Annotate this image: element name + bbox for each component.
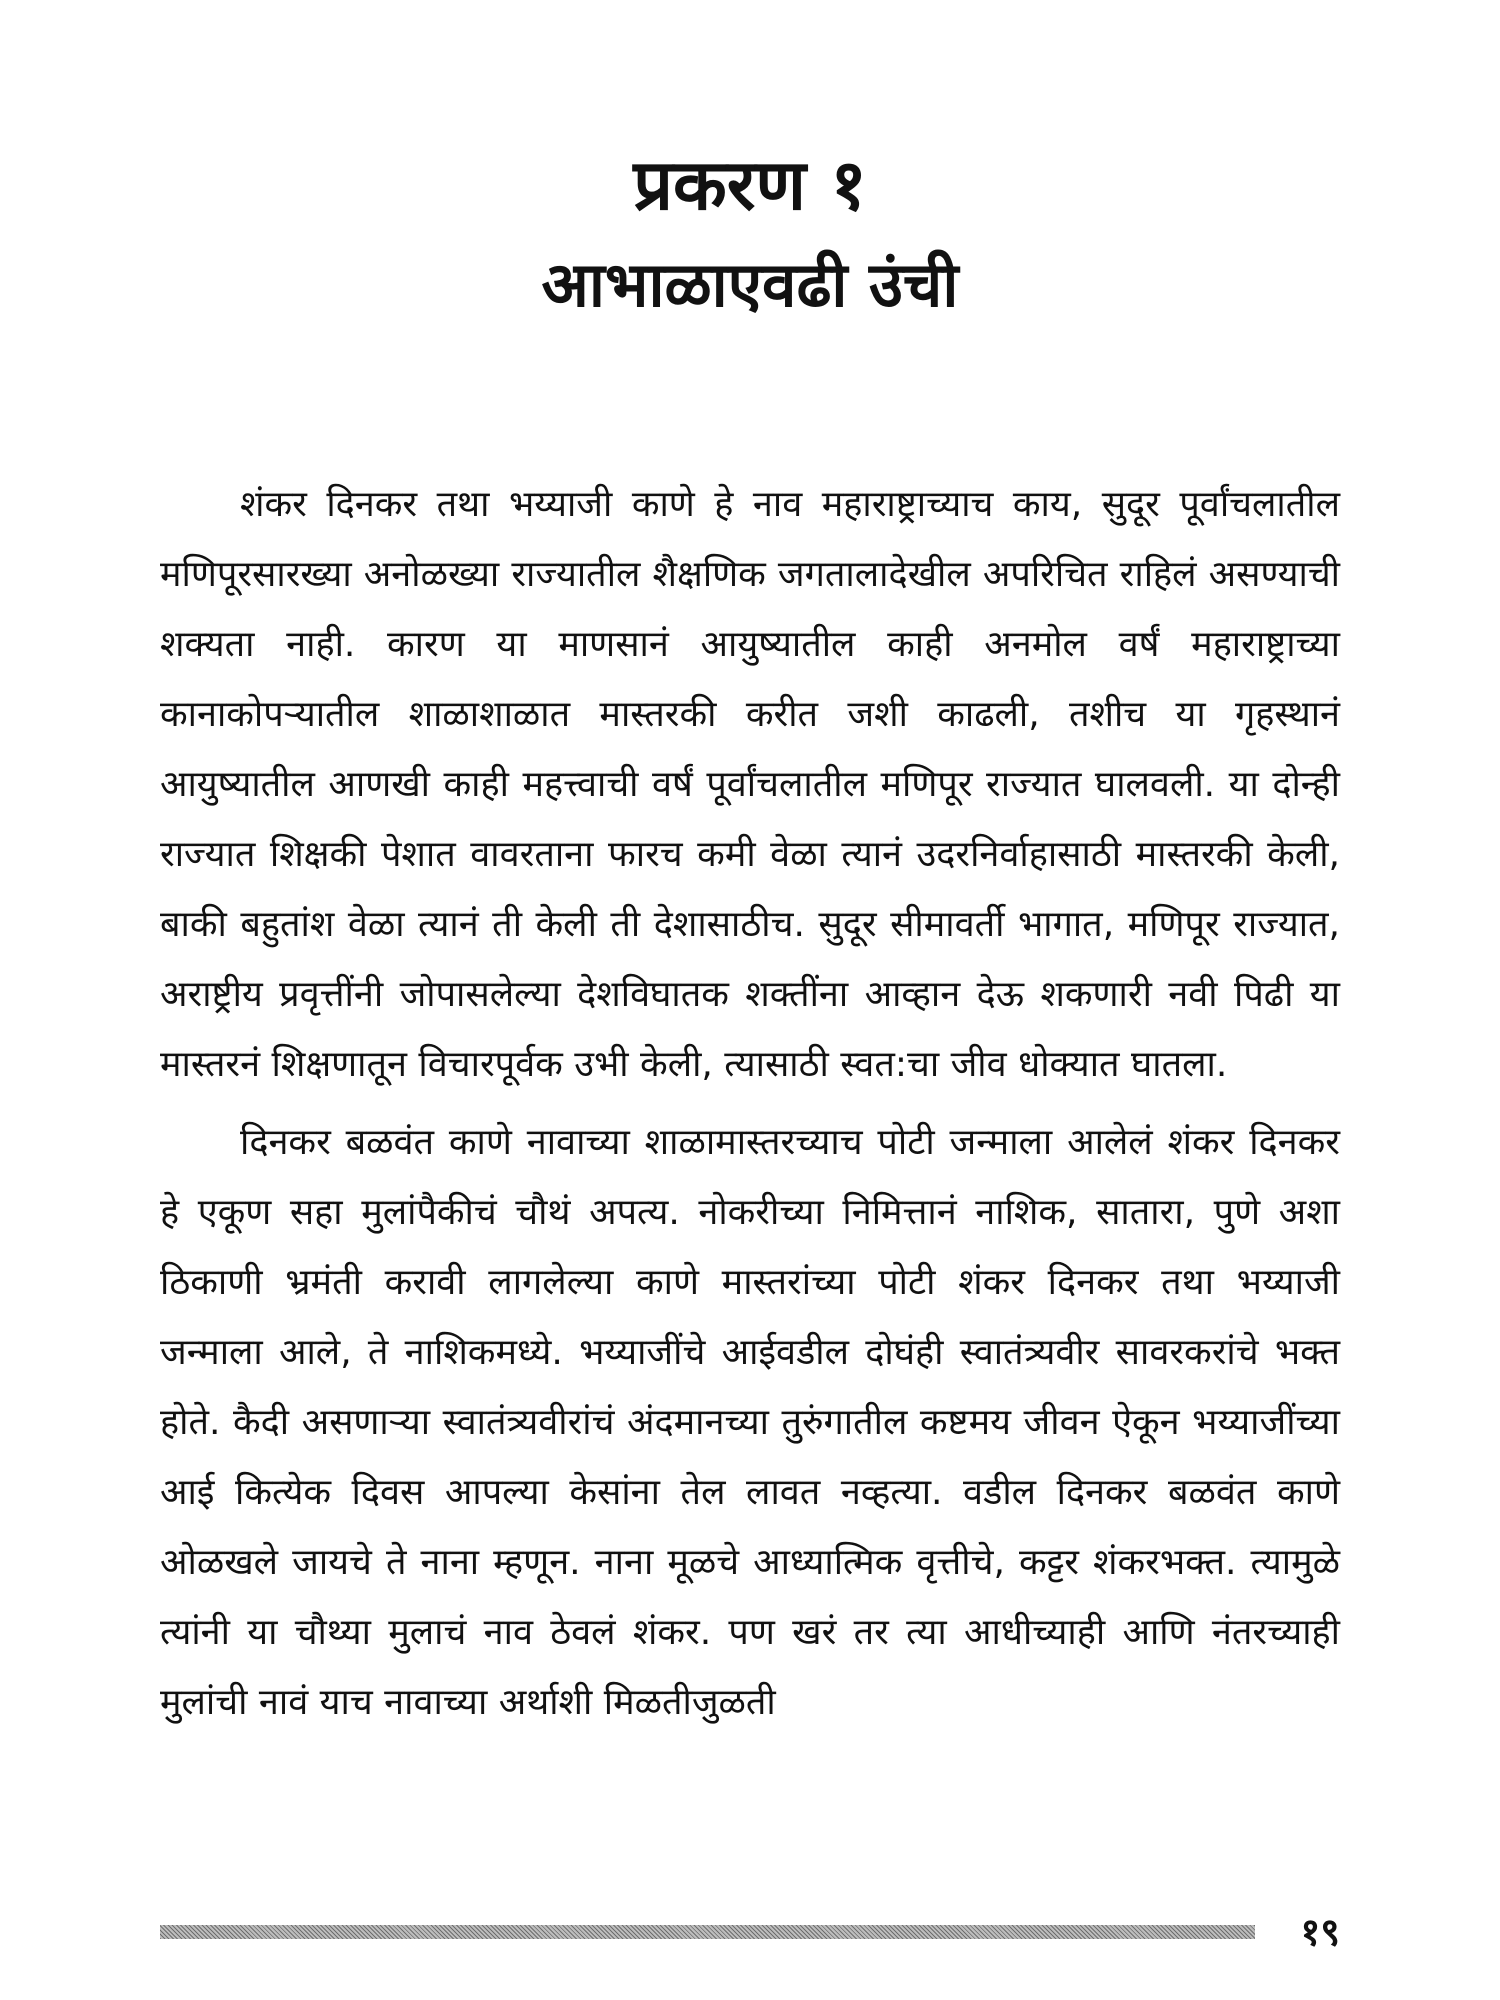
paragraph-2: दिनकर बळवंत काणे नावाच्या शाळामास्तरच्याच पोटी जन्माला आलेलं शंकर दिनकर हे एकूण सहा मुलांपैकीचं चौथं अपत्य. नोकरीच्या निमित्तानं नाशिक, सातारा, पुणे अशा ठिकाणी भ्रमंती करावी लागलेल्या काणे मास्तरांच्या पोटी शंकर दिनकर तथा भय्याजी जन्माला आले, ते नाशिकमध्ये. भय्याजींचे आईवडील दोघंही स्वातंत्र्यवीर सावरकरांचे भक्त होते. कैदी असणाऱ्या स्वातंत्र्यवीरांचं अंदमानच्या तुरुंगातील कष्टमय जीवन ऐकून भय्याजींच्या आई कित्येक दिवस आपल्या केसांना तेल लावत नव्हत्या. वडील दिनकर बळवंत काणे ओळखले जायचे ते नाना म्हणून. नाना मूळचे आध्यात्मिक वृत्तीचे, कट्टर शंकरभक्त. त्यामुळे त्यांनी या चौथ्या मुलाचं नाव ठेवलं शंकर. पण खरं तर त्या आधीच्याही आणि नंतरच्याही मुलांची नावं याच नावाच्या अर्थाशी मिळतीजुळती (160, 1122, 1340, 1723)
chapter-title: आभाळाएवढी उंची (541, 248, 959, 321)
body-text (160, 470, 1340, 1738)
chapter-number: प्रकरण १ (633, 144, 867, 226)
footer-rule (160, 1925, 1255, 1939)
page-number: १९ (1300, 1910, 1340, 1954)
paragraph-1: शंकर दिनकर तथा भय्याजी काणे हे नाव महाराष्ट्राच्याच काय, सुदूर पूर्वांचलातील मणिपूरसारख्या अनोळख्या राज्यातील शैक्षणिक जगतालादेखील अपरिचित राहिलं असण्याची शक्यता नाही. कारण या माणसानं आयुष्यातील काही अनमोल वर्षं महाराष्ट्राच्या कानाकोपऱ्यातील शाळाशाळात मास्तरकी करीत जशी काढली, तशीच या गृहस्थानं आयुष्यातील आणखी काही महत्त्वाची वर्षं पूर्वांचलातील मणिपूर राज्यात घालवली. या दोन्ही राज्यात शिक्षकी पेशात वावरताना फारच कमी वेळा त्यानं उदरनिर्वाहासाठी मास्तरकी केली, बाकी बहुतांश वेळा त्यानं ती केली ती देशासाठीच. सुदूर सीमावर्ती भागात, मणिपूर राज्यात, अराष्ट्रीय प्रवृत्तींनी जोपासलेल्या देशविघातक शक्तींना आव्हान देऊ शकणारी नवी पिढी या मास्तरनं शिक्षणातून विचारपूर्वक उभी केली, त्यासाठी स्वत:चा जीव धोक्यात घातला. (160, 484, 1340, 1085)
page-footer (160, 1908, 1340, 1958)
